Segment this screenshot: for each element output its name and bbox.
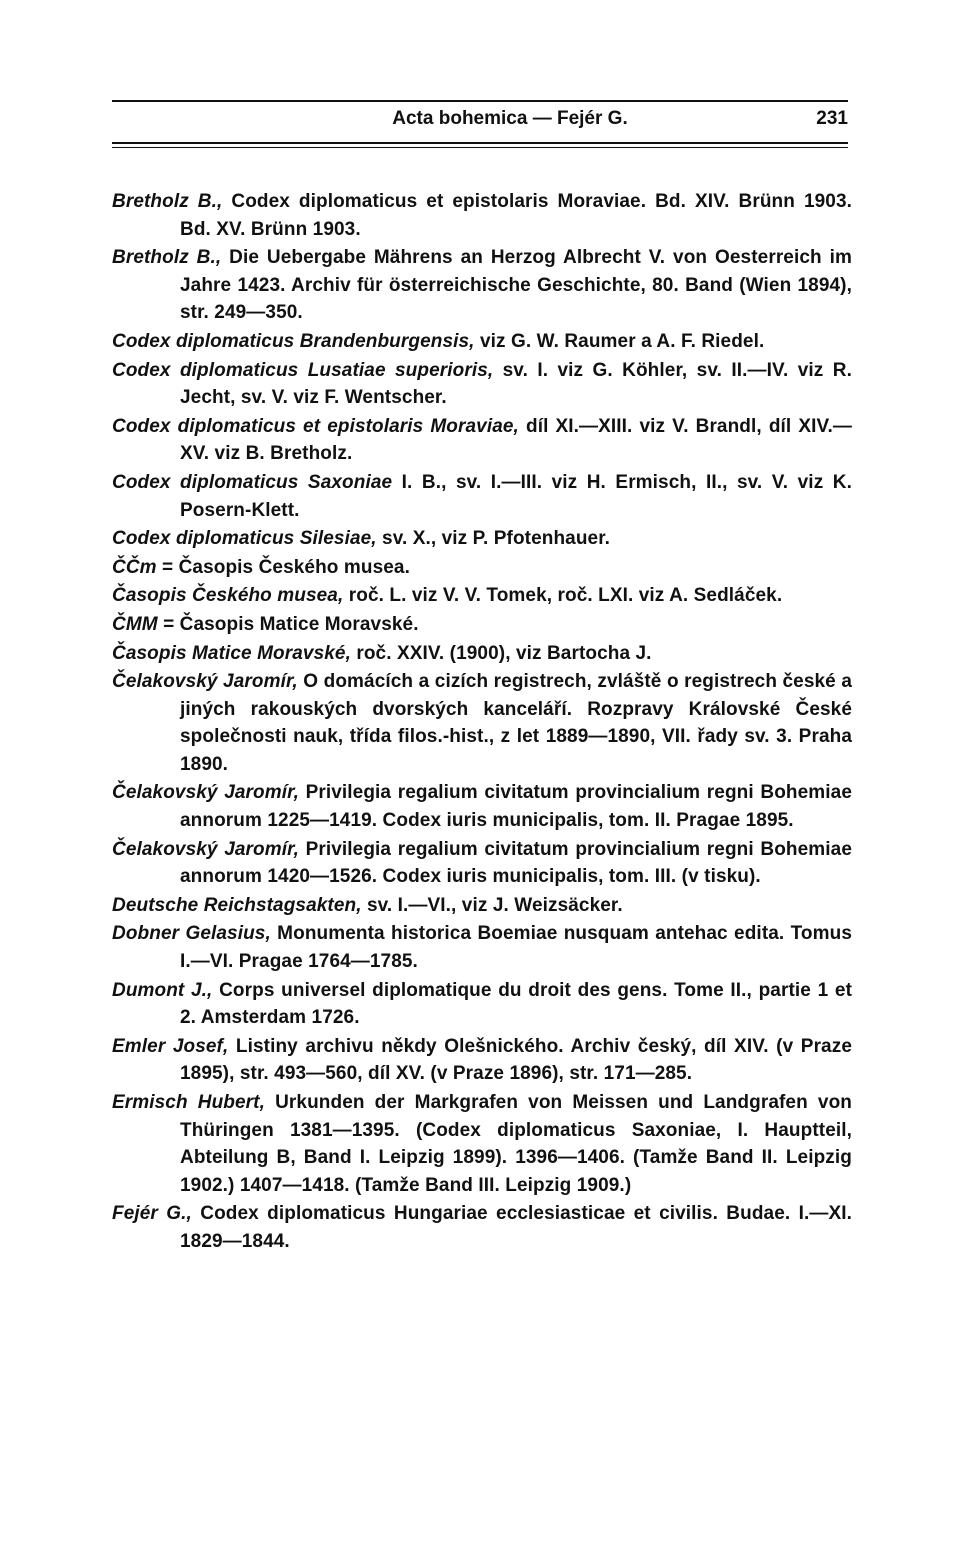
bibliography-entry bbox=[112, 836, 852, 891]
entry-heading: Deutsche Reichstagsakten, bbox=[112, 894, 362, 916]
bibliography-entry bbox=[112, 244, 852, 327]
bibliography-entry bbox=[112, 525, 852, 553]
bibliography-entry bbox=[112, 1033, 852, 1088]
bibliography-entry bbox=[112, 779, 852, 834]
entry-heading: Codex diplomaticus Lusatiae superioris, bbox=[112, 359, 494, 381]
entry-heading: Dumont J., bbox=[112, 979, 213, 1001]
entry-heading: ČMM bbox=[112, 613, 158, 635]
entry-heading: Emler Josef, bbox=[112, 1035, 229, 1057]
entry-text: I. B., sv. I.—III. viz H. Ermisch, II., sv. V. viz K. Posern-Klett. bbox=[180, 471, 852, 521]
bibliography-entry bbox=[112, 977, 852, 1032]
entry-text: = Časopis Matice Moravské. bbox=[157, 613, 419, 635]
entry-text: roč. XXIV. (1900), viz Bartocha J. bbox=[350, 642, 652, 664]
entry-text: díl XI.—XIII. viz V. Brandl, díl XIV.—XV. viz B. Bretholz. bbox=[180, 415, 852, 465]
entry-heading: Ermisch Hubert, bbox=[112, 1092, 265, 1113]
header-row bbox=[112, 108, 848, 138]
entry-heading: Bretholz B., bbox=[112, 247, 222, 269]
bibliography-entry bbox=[112, 357, 852, 412]
entry-text: O domácích a cizích registrech, zvláště o registrech české a jiných rakouských dvorských kanceláří. Rozpravy Královské České společnosti nauk, třída filos.-hist., z let 1889—1890, VII. řady sv. 3. Praha 1890. bbox=[180, 671, 852, 775]
entry-heading: Čelakovský Jaromír, bbox=[112, 671, 298, 693]
bibliography-list bbox=[112, 188, 852, 1257]
bibliography-entry bbox=[112, 1089, 852, 1199]
entry-text: Privilegia regalium civitatum provincialium regni Bohemiae annorum 1225—1419. Codex iuris municipalis, tom. II. Pragae 1895. bbox=[180, 782, 852, 832]
entry-text: sv. I.—VI., viz J. Weizsäcker. bbox=[361, 894, 623, 916]
entry-text: Corps universel diplomatique du droit des gens. Tome II., partie 1 et 2. Amsterdam 1726. bbox=[180, 979, 852, 1029]
entry-heading: Časopis Matice Moravské, bbox=[112, 642, 351, 664]
entry-text: Privilegia regalium civitatum provincialium regni Bohemiae annorum 1420—1526. Codex iuris municipalis, tom. III. (v tisku). bbox=[180, 838, 852, 888]
bibliography-entry bbox=[112, 920, 852, 975]
bibliography-entry bbox=[112, 1200, 852, 1255]
entry-text: sv. X., viz P. Pfotenhauer. bbox=[376, 528, 611, 550]
header-top-rule bbox=[112, 100, 848, 102]
entry-text: roč. L. viz V. V. Tomek, roč. LXI. viz A. Sedláček. bbox=[343, 585, 783, 607]
entry-heading: Codex diplomaticus Saxoniae bbox=[112, 471, 393, 493]
entry-text: viz G. W. Raumer a A. F. Riedel. bbox=[474, 330, 765, 352]
entry-heading: Bretholz B., bbox=[112, 191, 223, 212]
bibliography-entry bbox=[112, 582, 852, 610]
entry-text: Monumenta historica Boemiae nusquam antehac edita. Tomus I.—VI. Pragae 1764—1785. bbox=[180, 923, 852, 973]
entry-heading: Fejér G., bbox=[112, 1203, 192, 1225]
page-number: 231 bbox=[816, 108, 848, 129]
entry-text: Die Uebergabe Mährens an Herzog Albrecht V. von Oesterreich im Jahre 1423. Archiv für österreichische Geschichte, 80. Band (Wien 1894), str. 249—350. bbox=[180, 247, 852, 324]
bibliography-entry bbox=[112, 188, 852, 243]
entry-text: Codex diplomaticus et epistolaris Moraviae. Bd. XIV. Brünn 1903. Bd. XV. Brünn 1903. bbox=[180, 191, 852, 240]
bibliography-entry bbox=[112, 413, 852, 468]
entry-text: Urkunden der Markgrafen von Meissen und Landgrafen von Thüringen 1381—1395. (Codex diplomaticus Saxoniae, I. Hauptteil, Abteilung B, Band I. Leipzig 1899). 1396—1406. (Tamže Band II. Leipzig 1902.) 1407—1418. (Tamže Band III. Leipzig 1909.) bbox=[180, 1092, 852, 1196]
entry-heading: Codex diplomaticus Brandenburgensis, bbox=[112, 330, 475, 352]
entry-text: Listiny archivu někdy Olešnického. Archiv český, díl XIV. (v Praze 1895), str. 493—560, díl XV. (v Praze 1896), str. 171—285. bbox=[180, 1035, 852, 1085]
bibliography-entry bbox=[112, 611, 852, 639]
running-title: Acta bohemica — Fejér G. bbox=[392, 108, 628, 129]
page-header bbox=[112, 100, 848, 148]
bibliography-entry bbox=[112, 469, 852, 524]
bibliography-entry bbox=[112, 668, 852, 778]
entry-text: = Časopis Českého musea. bbox=[156, 556, 410, 578]
bibliography-entry bbox=[112, 328, 852, 356]
entry-heading: Čelakovský Jaromír, bbox=[112, 838, 299, 860]
bibliography-entry bbox=[112, 892, 852, 920]
entry-heading: Čelakovský Jaromír, bbox=[112, 782, 299, 804]
entry-heading: Codex diplomaticus et epistolaris Moraviae, bbox=[112, 415, 519, 437]
bibliography-entry bbox=[112, 640, 852, 668]
entry-text: sv. I. viz G. Köhler, sv. II.—IV. viz R. Jecht, sv. V. viz F. Wentscher. bbox=[180, 359, 852, 409]
entry-heading: Codex diplomaticus Silesiae, bbox=[112, 528, 377, 550]
entry-heading: Dobner Gelasius, bbox=[112, 923, 271, 945]
header-double-rule bbox=[112, 142, 848, 148]
entry-text: Codex diplomaticus Hungariae ecclesiasticae et civilis. Budae. I.—XI. 1829—1844. bbox=[180, 1203, 852, 1252]
entry-heading: Časopis Českého musea, bbox=[112, 585, 344, 607]
bibliography-entry bbox=[112, 554, 852, 582]
entry-heading: ČČm bbox=[112, 556, 157, 578]
